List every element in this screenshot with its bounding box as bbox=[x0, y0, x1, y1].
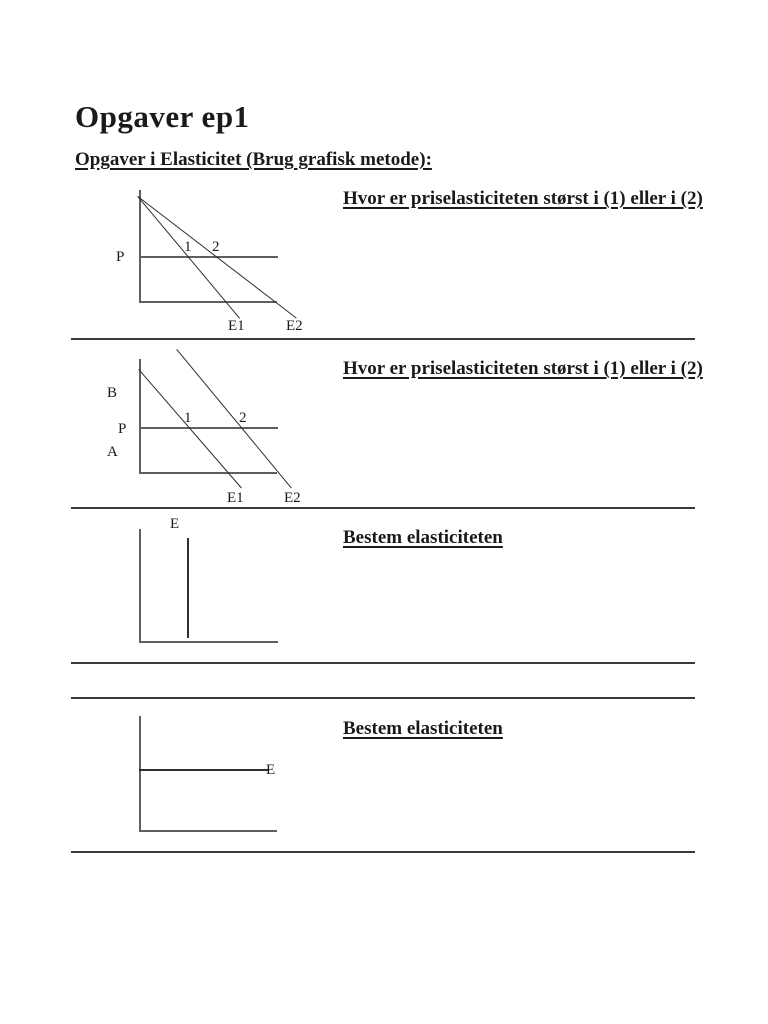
fig1-label-point1: 1 bbox=[184, 239, 192, 255]
fig1-label-e2: E2 bbox=[286, 318, 303, 334]
fig2-label-e2: E2 bbox=[284, 490, 301, 506]
fig4-quantity-axis bbox=[139, 830, 277, 832]
fig2-label-p: P bbox=[118, 421, 127, 437]
separator-rule-3 bbox=[71, 662, 695, 664]
fig2-label-e1: E1 bbox=[227, 490, 244, 506]
fig2-label-point1: 1 bbox=[184, 410, 192, 426]
separator-rule-4 bbox=[71, 697, 695, 699]
fig1-quantity-axis bbox=[139, 301, 277, 303]
separator-rule-5 bbox=[71, 851, 695, 853]
fig1-price-level-line bbox=[139, 256, 278, 258]
fig2-label-b: B bbox=[107, 385, 118, 401]
fig4-price-axis bbox=[139, 716, 141, 831]
fig1-label-e1: E1 bbox=[228, 318, 245, 334]
page-title: Opgaver ep1 bbox=[75, 99, 250, 134]
fig4-label-e: E bbox=[266, 762, 276, 778]
fig2-label-point2: 2 bbox=[239, 410, 247, 426]
fig3-label-e: E bbox=[170, 516, 180, 532]
fig1-label-p: P bbox=[116, 249, 125, 265]
fig2-demand-curve-e2 bbox=[176, 349, 292, 488]
fig4-horizontal-demand-curve bbox=[139, 769, 268, 771]
fig3-quantity-axis bbox=[139, 641, 278, 643]
fig1-label-point2: 2 bbox=[212, 239, 220, 255]
fig1-price-axis bbox=[139, 190, 141, 302]
fig3-vertical-demand-curve bbox=[187, 538, 189, 638]
question-4: Bestem elasticiteten bbox=[343, 718, 503, 739]
separator-rule-2 bbox=[71, 507, 695, 509]
question-3: Bestem elasticiteten bbox=[343, 527, 503, 548]
question-2: Hvor er priselasticiteten størst i (1) eller i (2) bbox=[343, 358, 703, 379]
question-1: Hvor er priselasticiteten størst i (1) eller i (2) bbox=[343, 188, 703, 209]
fig3-price-axis bbox=[139, 529, 141, 642]
section-heading: Opgaver i Elasticitet (Brug grafisk metode): bbox=[75, 149, 432, 170]
fig2-price-axis bbox=[139, 359, 141, 473]
separator-rule-1 bbox=[71, 338, 695, 340]
fig2-quantity-axis bbox=[139, 472, 277, 474]
fig2-label-a: A bbox=[107, 444, 118, 460]
fig2-price-level-line bbox=[139, 427, 278, 429]
